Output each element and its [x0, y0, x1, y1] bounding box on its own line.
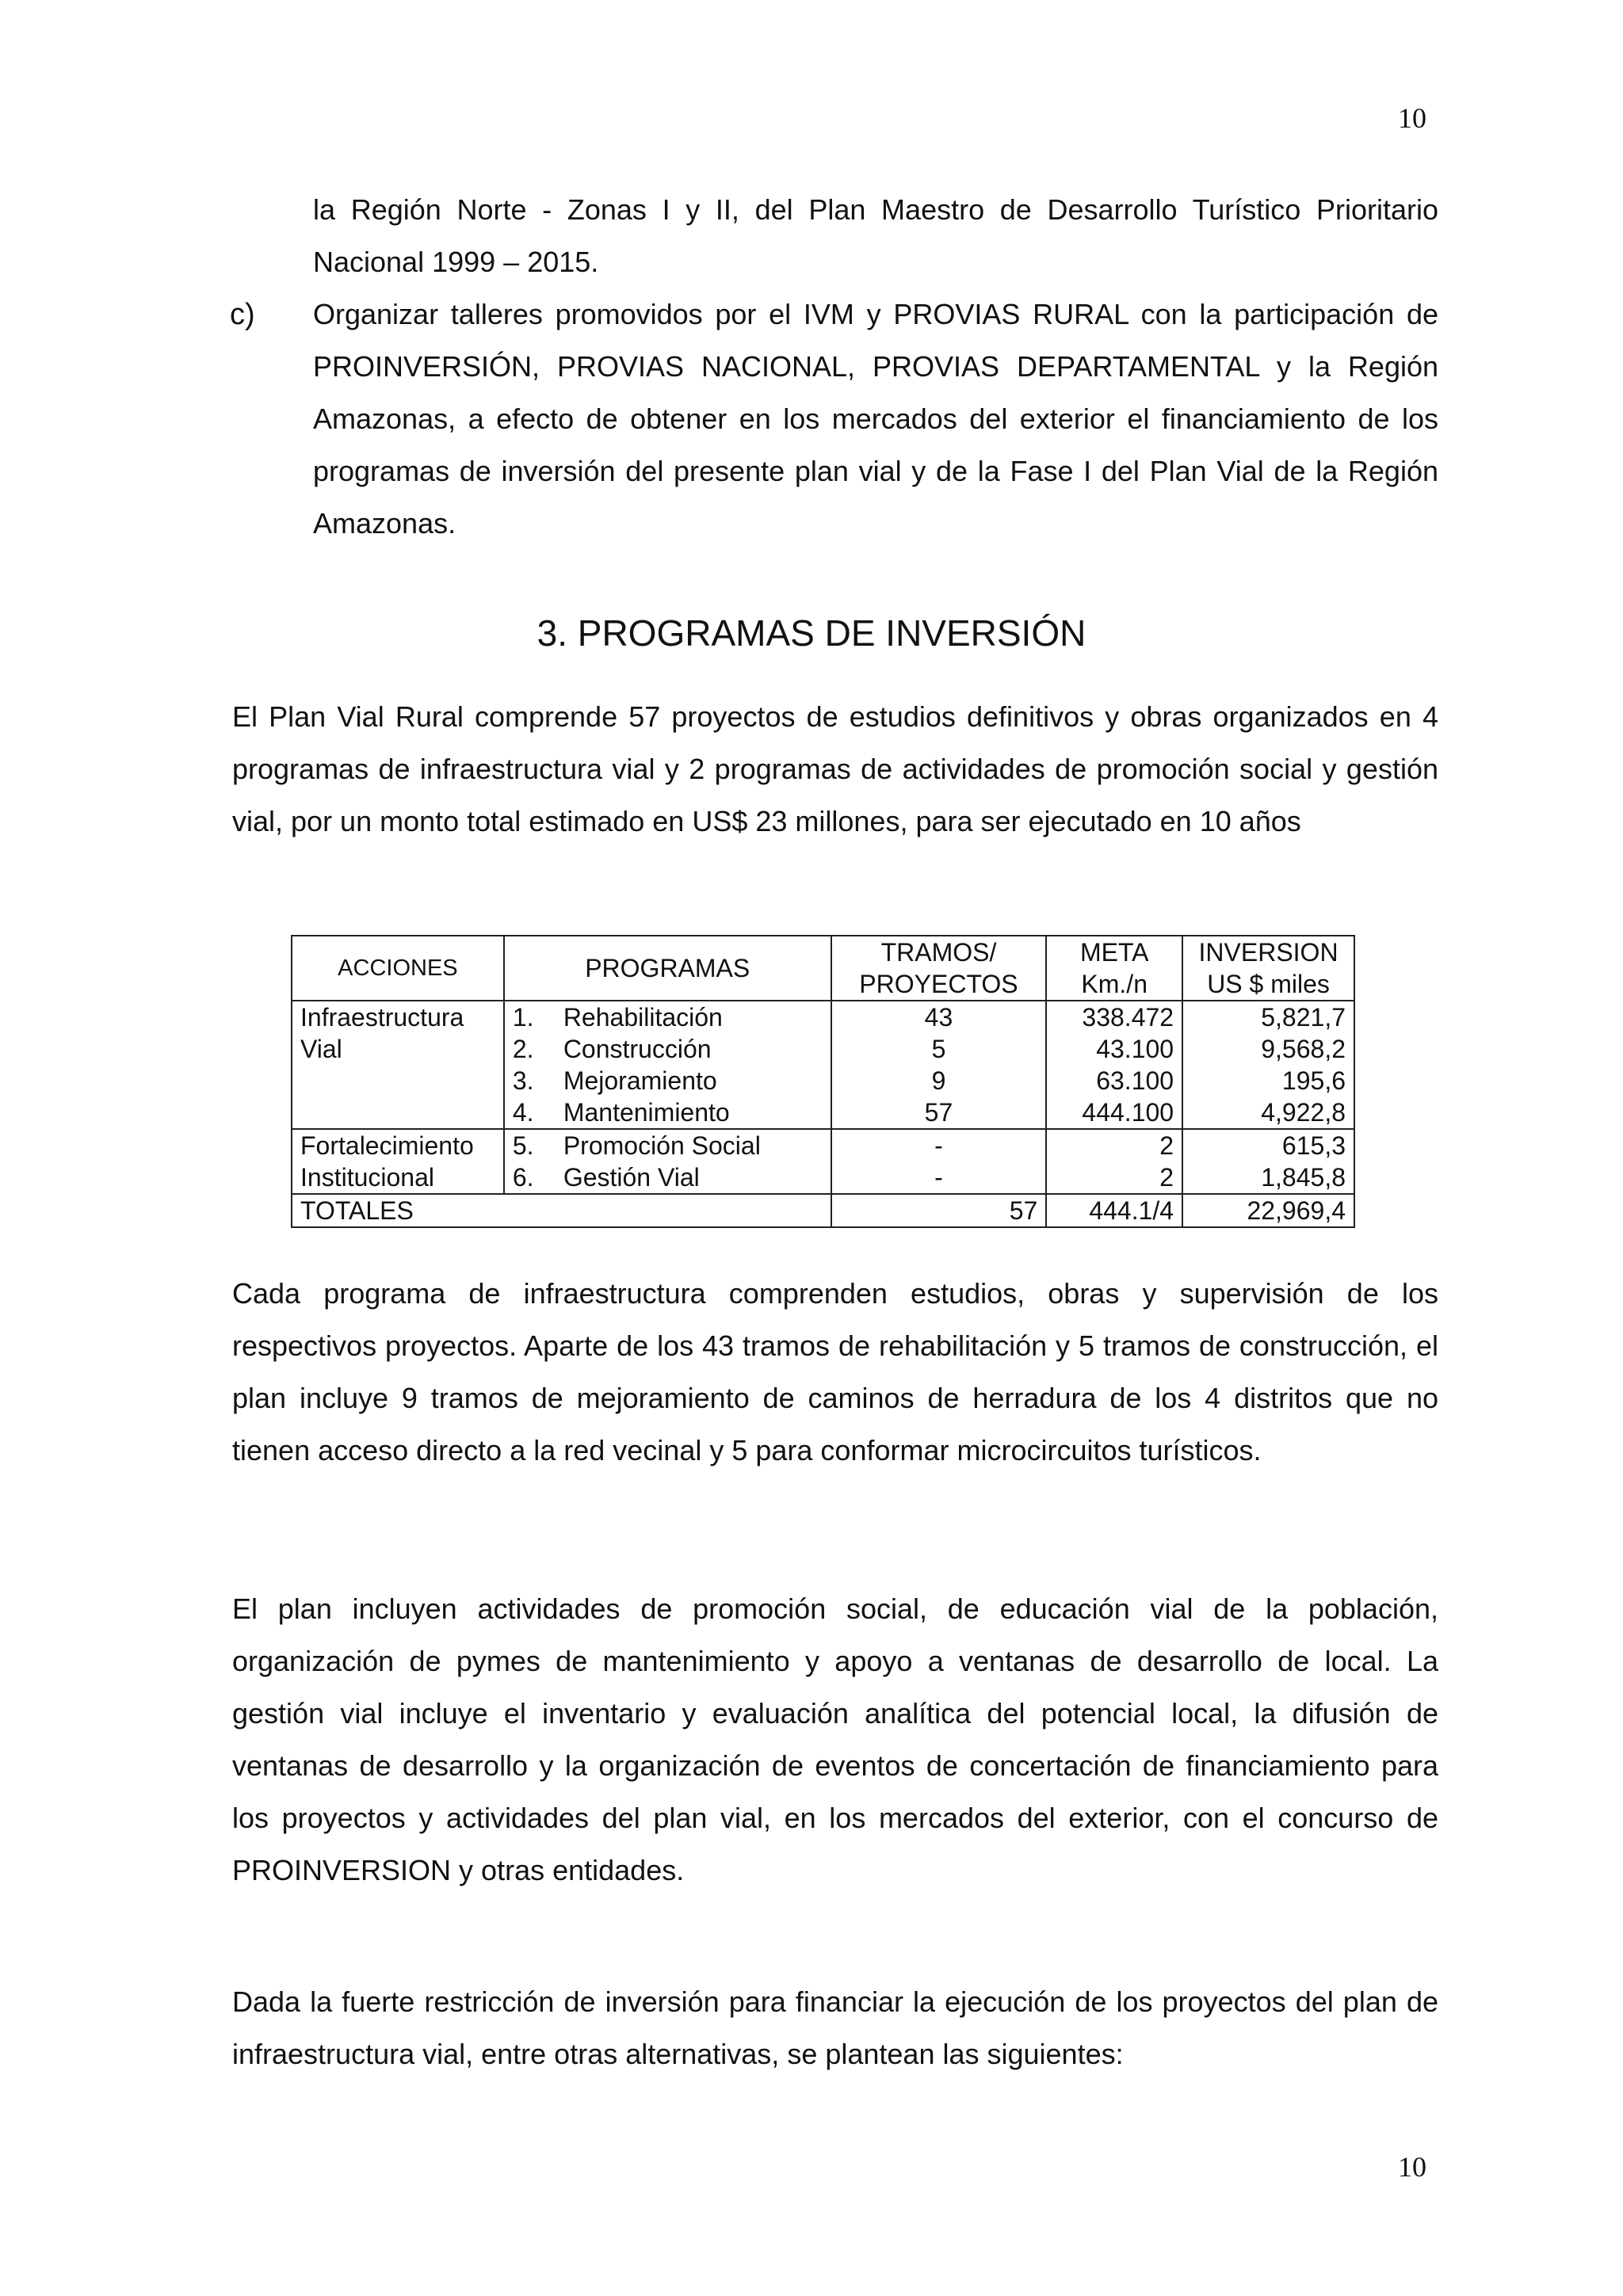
programa-cell — [504, 1001, 831, 1033]
meta-cell: 2 — [1046, 1129, 1182, 1161]
inversion-cell: 5,821,7 — [1182, 1001, 1354, 1033]
header-meta — [1046, 936, 1182, 1001]
programa-cell — [504, 1097, 831, 1129]
paragraph-infraestructura: Cada programa de infraestructura comprenden estudios, obras y supervisión de los respectivos proyectos. Aparte de los 43 tramos de rehabilitación y 5 tramos de construcción, el plan incluye 9 tramos de mejoramiento de caminos de herradura de los 4 distritos que no tienen acceso directo a la red vecinal y 5 para conformar microcircuitos turísticos. — [232, 1277, 1438, 1466]
inversion-cell: 4,922,8 — [1182, 1097, 1354, 1129]
table-header-row — [292, 936, 1354, 1001]
page-number-bottom: 10 — [1398, 2151, 1426, 2183]
page-number-top: 10 — [1398, 102, 1426, 134]
totals-row — [292, 1194, 1354, 1227]
programa-number: 6. — [512, 1163, 534, 1192]
meta-cell: 338.472 — [1046, 1001, 1182, 1033]
inversion-cell: 9,568,2 — [1182, 1033, 1354, 1065]
header-inversion-line2: US $ miles — [1207, 970, 1330, 998]
accion-cell: Infraestructura — [292, 1001, 504, 1033]
continuation-paragraph: la Región Norte - Zonas I y II, del Plan Maestro de Desarrollo Turístico Prioritario Nacional 1999 – 2015. — [313, 193, 1438, 278]
accion-cell: Institucional — [292, 1161, 504, 1194]
list-item-text: Organizar talleres promovidos por el IVM y PROVIAS RURAL con la participación de PROINVERSIÓN, PROVIAS NACIONAL, PROVIAS DEPARTAMENTAL y la Región Amazonas, a efecto de obtener en los mercados del exterior el financiamiento de los programas de inversión del presente plan vial y de la Fase I del Plan Vial de la Región Amazonas. — [313, 298, 1438, 540]
meta-cell: 444.100 — [1046, 1097, 1182, 1129]
accion-cell — [292, 1097, 504, 1129]
paragraph-intro: El Plan Vial Rural comprende 57 proyectos de estudios definitivos y obras organizados en 4 programas de infraestructura vial y 2 programas de actividades de promoción social y gestión vial, por un monto total estimado en US$ 23 millones, para ser ejecutado en 10 años — [232, 700, 1438, 837]
inversion-cell: 615,3 — [1182, 1129, 1354, 1161]
header-tramos — [831, 936, 1047, 1001]
programa-cell — [504, 1033, 831, 1065]
table-row — [292, 1001, 1354, 1033]
investment-table — [291, 935, 1355, 1228]
inversion-cell: 195,6 — [1182, 1065, 1354, 1097]
section-heading: 3. PROGRAMAS DE INVERSIÓN — [537, 612, 1086, 654]
tramos-cell: 5 — [831, 1033, 1047, 1065]
meta-cell: 63.100 — [1046, 1065, 1182, 1097]
list-item-c — [230, 288, 1438, 550]
accion-cell: Fortalecimiento — [292, 1129, 504, 1161]
header-inversion-line1: INVERSION — [1198, 938, 1338, 967]
totals-tramos: 57 — [831, 1194, 1047, 1227]
header-tramos-line2: PROYECTOS — [859, 970, 1018, 998]
programa-name: Promoción Social — [563, 1131, 761, 1160]
paragraph-restriccion: Dada la fuerte restricción de inversión para financiar la ejecución de los proyectos del plan de infraestructura vial, entre otras alternativas, se plantean las siguientes: — [232, 1985, 1438, 2070]
programa-name: Rehabilitación — [563, 1003, 723, 1032]
list-item-label: c) — [230, 298, 255, 331]
programa-cell — [504, 1161, 831, 1194]
table-row — [292, 1065, 1354, 1097]
totals-inversion: 22,969,4 — [1182, 1194, 1354, 1227]
programa-name: Gestión Vial — [563, 1163, 700, 1192]
programa-number: 2. — [512, 1035, 534, 1063]
inversion-cell: 1,845,8 — [1182, 1161, 1354, 1194]
tramos-cell: 9 — [831, 1065, 1047, 1097]
programa-cell — [504, 1065, 831, 1097]
paragraph-promocion: El plan incluyen actividades de promoción social, de educación vial de la población, organización de pymes de mantenimiento y apoyo a ventanas de desarrollo de local. La gestión vial incluye el inventario y evaluación analítica del potencial local, la difusión de ventanas de desarrollo y la organización de eventos de concertación de financiamiento para los proyectos y actividades del plan vial, en los mercados del exterior, con el concurso de PROINVERSION y otras entidades. — [232, 1592, 1438, 1886]
programa-number: 5. — [512, 1131, 534, 1160]
header-inversion — [1182, 936, 1354, 1001]
header-meta-line1: META — [1079, 938, 1149, 967]
tramos-cell: 43 — [831, 1001, 1047, 1033]
programa-cell — [504, 1129, 831, 1161]
accion-cell: Vial — [292, 1033, 504, 1065]
programa-name: Mantenimiento — [563, 1098, 730, 1127]
accion-cell — [292, 1065, 504, 1097]
programa-name: Construcción — [563, 1035, 712, 1063]
programa-name: Mejoramiento — [563, 1066, 717, 1095]
header-meta-line2: Km./n — [1081, 970, 1148, 998]
header-programas: PROGRAMAS — [504, 936, 831, 1001]
table-row — [292, 1033, 1354, 1065]
programa-number: 1. — [512, 1003, 534, 1032]
programa-number: 3. — [512, 1066, 534, 1095]
meta-cell: 2 — [1046, 1161, 1182, 1194]
table-row — [292, 1161, 1354, 1194]
programa-number: 4. — [512, 1098, 534, 1127]
totals-meta: 444.1/4 — [1046, 1194, 1182, 1227]
tramos-cell: - — [831, 1161, 1047, 1194]
totals-label: TOTALES — [292, 1194, 831, 1227]
tramos-cell: 57 — [831, 1097, 1047, 1129]
header-acciones: ACCIONES — [292, 936, 504, 1001]
header-tramos-line1: TRAMOS/ — [880, 938, 997, 967]
meta-cell: 43.100 — [1046, 1033, 1182, 1065]
table-row — [292, 1097, 1354, 1129]
table-row — [292, 1129, 1354, 1161]
tramos-cell: - — [831, 1129, 1047, 1161]
